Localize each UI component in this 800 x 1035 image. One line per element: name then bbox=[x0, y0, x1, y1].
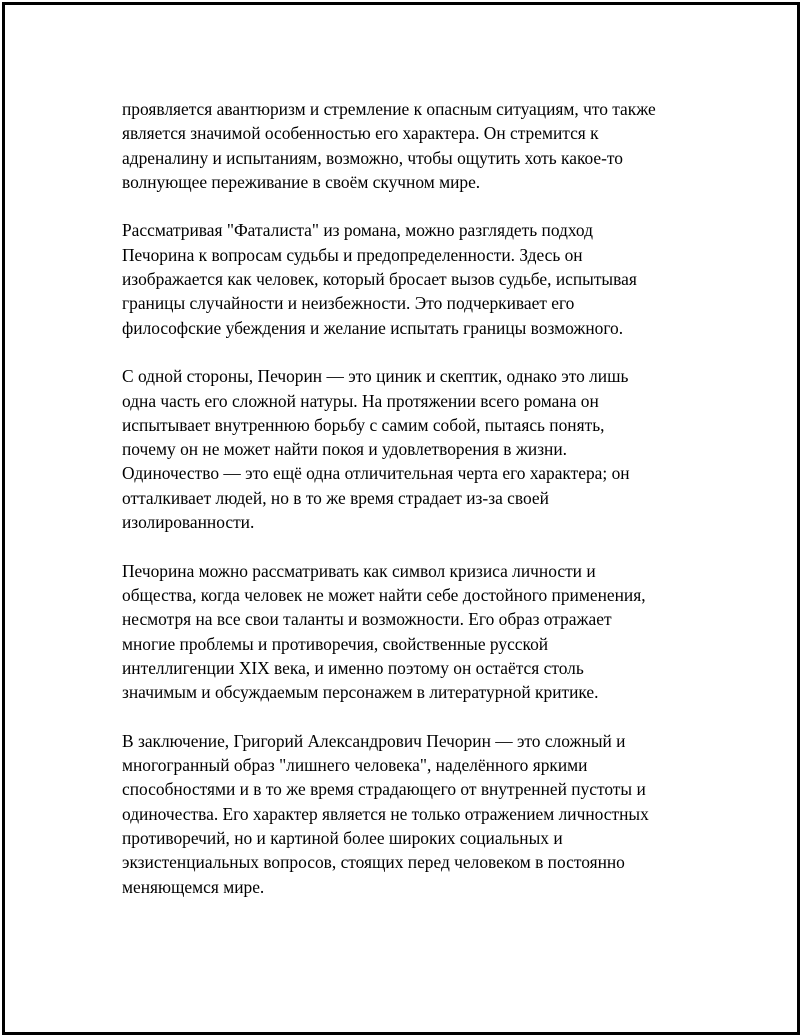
paragraph-2 bbox=[122, 218, 722, 339]
text-line: границы случайности и неизбежности. Это подчеркивает его bbox=[122, 293, 575, 314]
text-line: С одной стороны, Печорин — это циник и скептик, однако это лишь bbox=[122, 366, 629, 387]
text-line: многогранный образ "лишнего человека", наделённого яркими bbox=[122, 755, 588, 776]
paragraph-5 bbox=[122, 729, 722, 899]
text-line: противоречий, но и картиной более широких социальных и bbox=[122, 827, 563, 848]
text-line: адреналину и испытаниям, возможно, чтобы ощутить хоть какое-то bbox=[122, 147, 623, 168]
text-line: одна часть его сложной натуры. На протяжении всего романа он bbox=[122, 390, 599, 411]
text-line: несмотря на все свои таланты и возможности. Его образ отражает bbox=[122, 609, 612, 630]
text-line: значимым и обсуждаемым персонажем в литературной критике. bbox=[122, 682, 599, 703]
document-body bbox=[122, 97, 722, 923]
text-line: изолированности. bbox=[122, 512, 255, 533]
text-line: является значимой особенностью его характера. Он стремится к bbox=[122, 123, 599, 144]
text-line: многие проблемы и противоречия, свойственные русской bbox=[122, 633, 549, 654]
document-page bbox=[2, 2, 800, 1035]
text-line: В заключение, Григорий Александрович Печорин — это сложный и bbox=[122, 730, 626, 751]
text-line: экзистенциальных вопросов, стоящих перед человеком в постоянно bbox=[122, 852, 625, 873]
text-line: философские убеждения и желание испытать границы возможного. bbox=[122, 317, 624, 338]
text-line: волнующее переживание в своём скучном мире. bbox=[122, 171, 481, 192]
text-line: Рассматривая "Фаталиста" из романа, можно разглядеть подход bbox=[122, 220, 593, 241]
text-line: способностями и в то же время страдающего от внутренней пустоты и bbox=[122, 779, 646, 800]
text-line: отталкивает людей, но в то же время страдает из-за своей bbox=[122, 487, 549, 508]
text-line: Печорина к вопросам судьбы и предопределенности. Здесь он bbox=[122, 244, 583, 265]
text-line: общества, когда человек не может найти себе достойного применения, bbox=[122, 584, 646, 605]
text-line: одиночества. Его характер является не только отражением личностных bbox=[122, 803, 649, 824]
paragraph-3 bbox=[122, 364, 722, 534]
text-line: Печорина можно рассматривать как символ кризиса личности и bbox=[122, 560, 596, 581]
text-line: почему он не может найти покоя и удовлетворения в жизни. bbox=[122, 439, 568, 460]
text-line: изображается как человек, который бросает вызов судьбе, испытывая bbox=[122, 269, 637, 290]
text-line: меняющемся мире. bbox=[122, 876, 265, 897]
paragraph-4 bbox=[122, 559, 722, 705]
text-line: испытывает внутреннюю борьбу с самим собой, пытаясь понять, bbox=[122, 414, 605, 435]
paragraph-1 bbox=[122, 97, 722, 194]
text-line: проявляется авантюризм и стремление к опасным ситуациям, что также bbox=[122, 99, 656, 119]
text-line: интеллигенции XIX века, и именно поэтому он остаётся столь bbox=[122, 657, 584, 678]
text-line: Одиночество — это ещё одна отличительная черта его характера; он bbox=[122, 463, 630, 484]
